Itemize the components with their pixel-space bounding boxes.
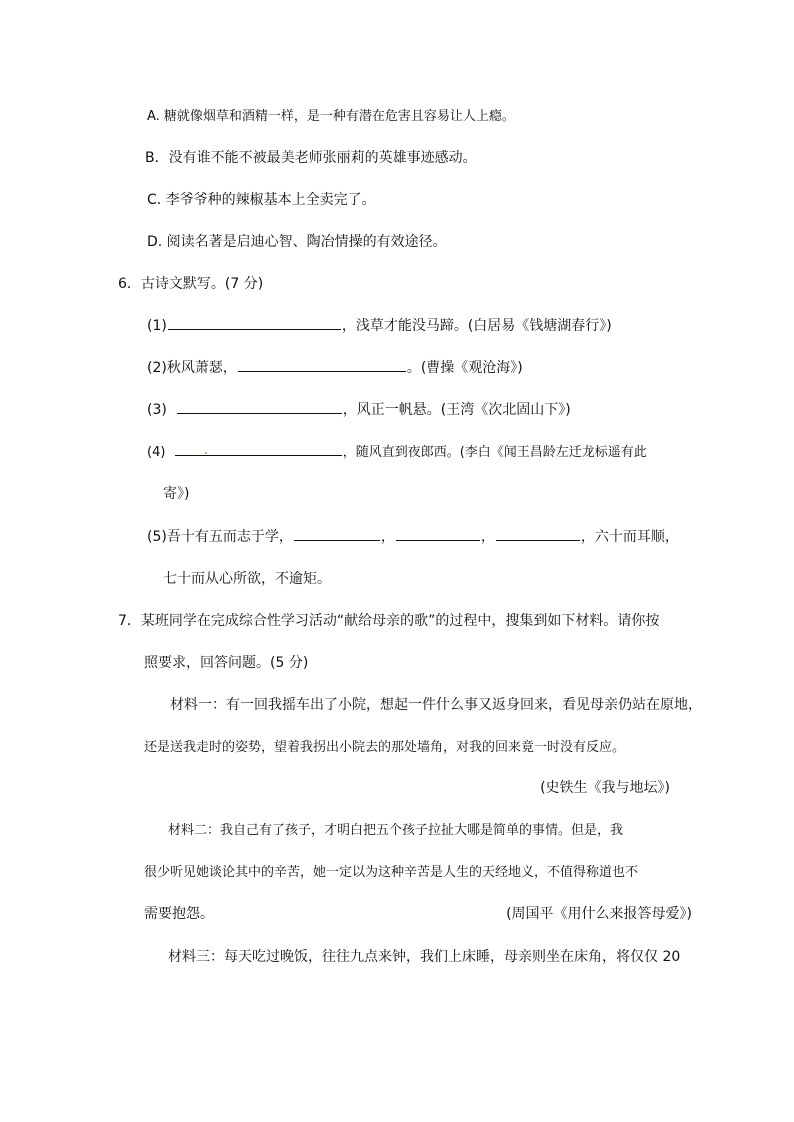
- item-2-prefix: (2)秋风萧瑟，: [147, 360, 237, 376]
- material-1-line-2: 还是送我走时的姿势，望着我拐出小院去的那处墙角，对我的回来竟一时没有反应。: [144, 740, 626, 755]
- item-4-text: ，随风直到夜郎西。(李白《闻王昌龄左迁龙标遥有此: [342, 445, 647, 460]
- item-1-text: ，浅草才能没马蹄。(白居易《钱塘湖春行》): [341, 318, 612, 334]
- blank-5c[interactable]: [496, 539, 580, 541]
- option-d: D. 阅读名著是启迪心智、陶冶情操的有效途径。: [147, 234, 447, 250]
- item-5-sep-1: ，: [380, 529, 395, 545]
- material-2-line-1: 材料二：我自己有了孩子，才明白把五个孩子拉扯大哪是简单的事情。但是，我: [168, 823, 624, 838]
- recitation-item-3: [147, 403, 571, 417]
- item-1-number: (1): [147, 318, 167, 334]
- option-c: C. 李爷爷种的辣椒基本上全卖完了。: [147, 192, 376, 208]
- blank-1[interactable]: [168, 328, 341, 330]
- blank-2[interactable]: [238, 370, 406, 372]
- blank-5a[interactable]: [294, 539, 380, 541]
- material-2-line-3: 需要抱怨。: [144, 906, 214, 922]
- item-3-text: ，风正一帆悬。(王湾《次北固山下》): [342, 402, 571, 418]
- item-3-number: (3): [147, 402, 167, 418]
- item-2-suffix: 。(曹操《观沧海》): [406, 360, 523, 376]
- recitation-item-4: [147, 446, 647, 459]
- item-5-suffix: ，六十而耳顺，: [580, 529, 679, 545]
- blank-4[interactable]: [175, 454, 342, 456]
- material-2-line-2: 很少听见她谈论其中的辛苦，她一定以为这种辛苦是人生的天经地义，不值得称道也不: [144, 865, 639, 880]
- item-4-number: (4): [147, 445, 166, 460]
- question-6-title: 6．古诗文默写。(7 分): [118, 276, 264, 292]
- recitation-item-1: [147, 319, 612, 333]
- question-7-line-1: 7．某班同学在完成综合性学习活动“献给母亲的歌”的过程中，搜集到如下材料。请你按: [118, 613, 660, 629]
- recitation-item-5: [147, 530, 679, 544]
- item-5-prefix: (5)吾十有五而志于学，: [147, 529, 293, 545]
- material-1-line-1: 材料一：有一回我摇车出了小院，想起一件什么事又返身回来，看见母亲仍站在原地，: [170, 697, 702, 713]
- blank-3[interactable]: [177, 412, 342, 414]
- item-5-continuation: 七十而从心所欲，不逾矩。: [163, 571, 331, 587]
- option-b: B．没有谁不能不被最美老师张丽莉的英雄事迹感动。: [145, 150, 477, 166]
- blank-5b[interactable]: [396, 539, 480, 541]
- recitation-item-2: [147, 361, 523, 375]
- material-1-source: (史铁生《我与地坛》): [540, 780, 670, 796]
- item-5-sep-2: ，: [480, 529, 495, 545]
- option-a: A. 糖就像烟草和酒精一样，是一种有潜在危害且容易让人上瘾。: [147, 109, 515, 124]
- material-3-line-1: 材料三：每天吃过晚饭，往往九点来钟，我们上床睡，母亲则坐在床角，将仅仅 20: [168, 949, 681, 965]
- item-4-continuation: 寄》): [163, 486, 190, 502]
- question-7-line-2: 照要求，回答问题。(5 分): [144, 655, 309, 671]
- material-2-source: (周国平《用什么来报答母爱》): [506, 906, 692, 922]
- ink-dot: [205, 452, 207, 454]
